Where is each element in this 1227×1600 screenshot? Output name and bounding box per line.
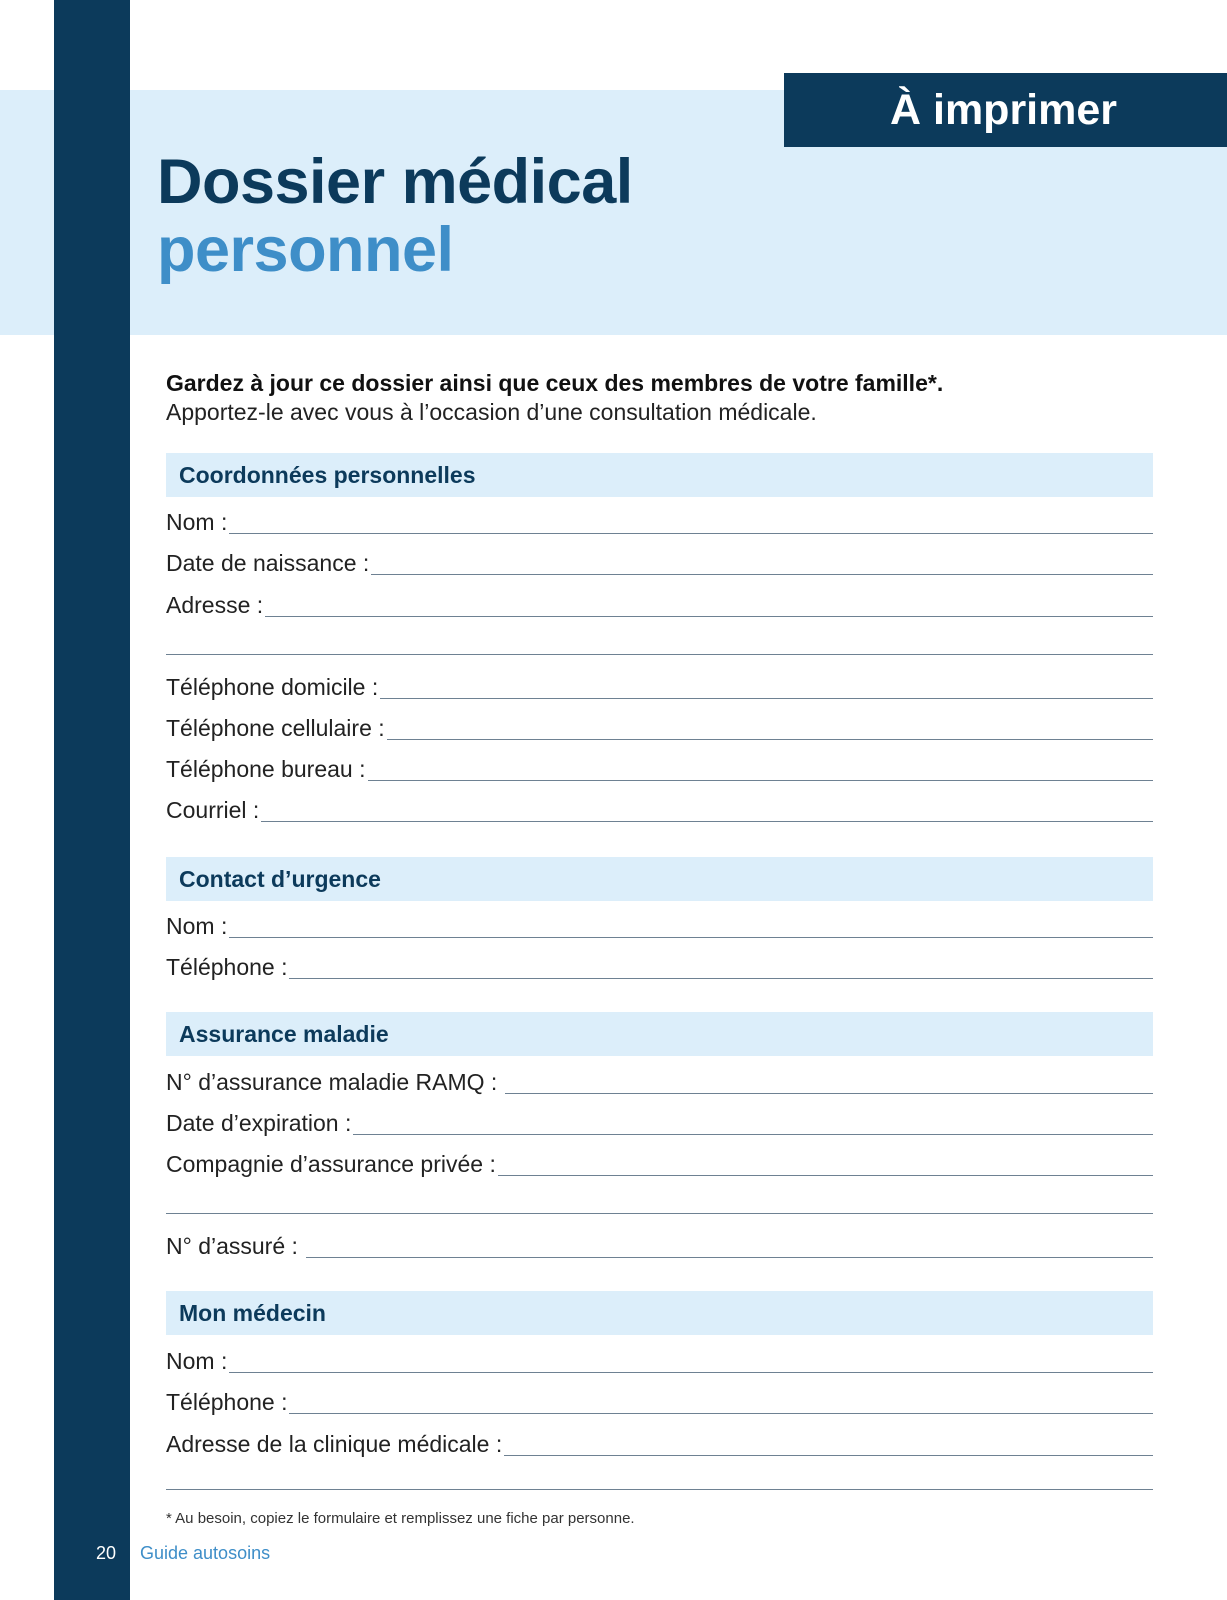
field-clinic-address-line2[interactable] xyxy=(166,1489,1153,1490)
footnote: * Au besoin, copiez le formulaire et remplissez une fiche par personne. xyxy=(166,1510,635,1527)
field-birthdate[interactable] xyxy=(166,547,1153,577)
section-personal-heading xyxy=(166,453,1153,497)
field-email[interactable] xyxy=(166,794,1153,824)
field-line[interactable] xyxy=(504,1454,1153,1456)
section-insurance-title: Assurance maladie xyxy=(179,1021,389,1047)
field-label: Date d’expiration : xyxy=(166,1110,352,1136)
intro-bold: Gardez à jour ce dossier ainsi que ceux des membres de votre famille*. xyxy=(166,370,944,396)
field-address[interactable] xyxy=(166,589,1153,619)
page-title: Dossier médical xyxy=(157,147,633,217)
field-label: Téléphone domicile : xyxy=(166,674,379,700)
section-emergency-heading xyxy=(166,857,1153,901)
field-label: N° d’assuré : xyxy=(166,1233,298,1259)
field-label: Nom : xyxy=(166,913,228,939)
field-line[interactable] xyxy=(353,1133,1153,1135)
field-clinic-address[interactable] xyxy=(166,1428,1153,1458)
field-label: Téléphone : xyxy=(166,1389,288,1415)
section-insurance-heading xyxy=(166,1012,1153,1056)
field-home-phone[interactable] xyxy=(166,671,1153,701)
field-line[interactable] xyxy=(505,1092,1153,1094)
field-emergency-name[interactable] xyxy=(166,910,1153,940)
field-line[interactable] xyxy=(368,779,1154,781)
field-label: Compagnie d’assurance privée : xyxy=(166,1151,496,1177)
field-line[interactable] xyxy=(380,697,1153,699)
field-label: Téléphone cellulaire : xyxy=(166,715,385,741)
page-subtitle: personnel xyxy=(157,215,454,285)
field-label: Courriel : xyxy=(166,797,260,823)
section-personal-title: Coordonnées personnelles xyxy=(179,462,476,488)
field-label: Adresse : xyxy=(166,592,264,618)
print-banner-label: À imprimer xyxy=(890,86,1118,134)
field-label: Téléphone bureau : xyxy=(166,756,366,782)
field-cell-phone[interactable] xyxy=(166,712,1153,742)
guide-name: Guide autosoins xyxy=(140,1543,271,1563)
header-band-left xyxy=(0,90,54,335)
section-doctor-title: Mon médecin xyxy=(179,1300,326,1326)
field-private-insurer-line2[interactable] xyxy=(166,1213,1153,1214)
field-line[interactable] xyxy=(289,1412,1153,1414)
field-insured-number[interactable] xyxy=(166,1230,1153,1260)
field-line[interactable] xyxy=(229,532,1153,534)
field-address-line2[interactable] xyxy=(166,654,1153,655)
field-label: Nom : xyxy=(166,509,228,535)
field-label: Téléphone : xyxy=(166,954,288,980)
field-emergency-phone[interactable] xyxy=(166,951,1153,981)
intro-normal: Apportez-le avec vous à l’occasion d’une consultation médicale. xyxy=(166,399,817,425)
field-label: Nom : xyxy=(166,1348,228,1374)
field-line[interactable] xyxy=(261,820,1153,822)
field-expiration-date[interactable] xyxy=(166,1107,1153,1137)
field-line[interactable] xyxy=(229,1371,1153,1373)
field-line[interactable] xyxy=(498,1174,1153,1176)
field-line[interactable] xyxy=(229,936,1153,938)
field-label: Adresse de la clinique médicale : xyxy=(166,1431,503,1457)
field-line[interactable] xyxy=(387,738,1153,740)
field-line[interactable] xyxy=(306,1256,1153,1258)
field-label: N° d’assurance maladie RAMQ : xyxy=(166,1069,498,1095)
field-private-insurer[interactable] xyxy=(166,1148,1153,1178)
section-emergency-title: Contact d’urgence xyxy=(179,866,381,892)
field-doctor-name[interactable] xyxy=(166,1345,1153,1375)
side-bar xyxy=(54,0,130,1600)
field-label: Date de naissance : xyxy=(166,550,370,576)
field-office-phone[interactable] xyxy=(166,753,1153,783)
field-ramq-number[interactable] xyxy=(166,1066,1153,1096)
page-number: 20 xyxy=(96,1543,117,1563)
field-line[interactable] xyxy=(265,615,1153,617)
field-name[interactable] xyxy=(166,506,1153,536)
section-doctor-heading xyxy=(166,1291,1153,1335)
field-doctor-phone[interactable] xyxy=(166,1386,1153,1416)
field-line[interactable] xyxy=(289,977,1153,979)
field-line[interactable] xyxy=(371,573,1153,575)
